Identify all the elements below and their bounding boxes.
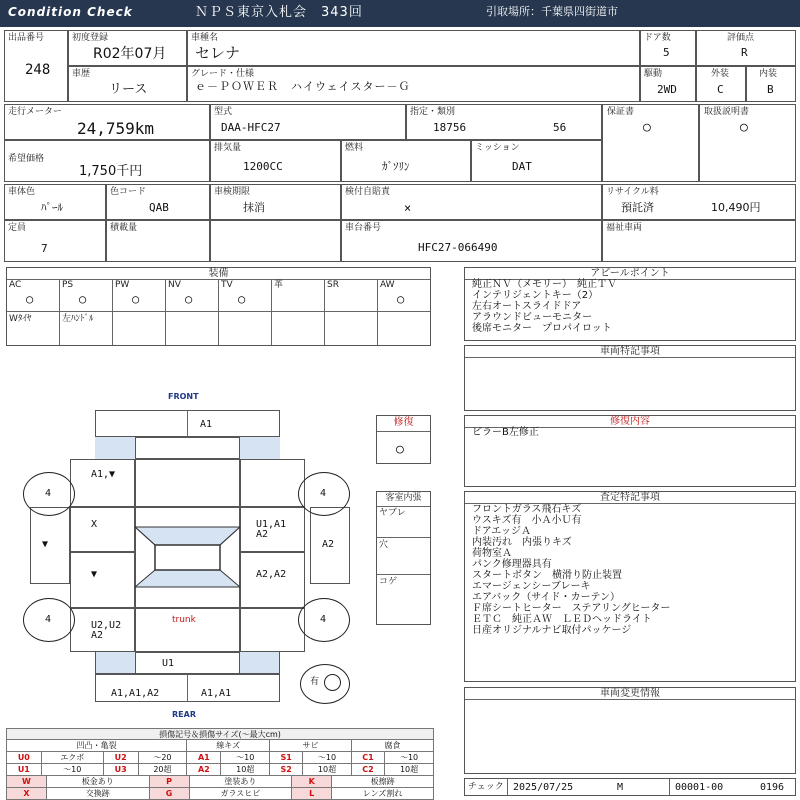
legend-code: G (149, 788, 189, 800)
special-heading: 車両特記事項 (600, 346, 660, 357)
history-label: 車歴 (72, 69, 91, 79)
exterior-value: C (717, 83, 724, 96)
appeal-heading: アピールポイント (590, 268, 670, 279)
equip-ps-label: PS (62, 280, 74, 290)
equip-pw-value: ○ (132, 292, 140, 306)
mark-front: A1 (200, 419, 213, 430)
blank-box (210, 220, 341, 262)
cabin-heading: 客室内張 (385, 493, 422, 503)
displacement-value: 1200CC (243, 160, 283, 173)
legend-text: 10超 (385, 764, 434, 776)
appeal-line: 左右オートスライドドア (472, 301, 582, 312)
footer-code: 00001-00 (675, 782, 724, 793)
doors-box (640, 30, 696, 66)
repair-box (376, 415, 431, 464)
welfare-label: 福祉車両 (606, 223, 643, 233)
chassis-value: HFC27-066490 (418, 241, 498, 254)
header-bar (0, 0, 800, 27)
note-line: 内装汚れ 内張りキズ (472, 537, 572, 548)
manual-value: ○ (740, 120, 748, 135)
note-line: エマージェンシーブレーキ (472, 581, 591, 592)
legend-text: 10超 (221, 764, 270, 776)
repair-heading: 修復 (393, 417, 414, 428)
recycle-amount: 10,490円 (711, 201, 761, 214)
repair-detail: ピラーB左修正 (472, 427, 539, 438)
special-notes-box (464, 345, 796, 411)
liability-value: × (404, 201, 412, 215)
footer-seq: 0196 (760, 782, 785, 793)
checker: M (617, 782, 624, 793)
legend-title: 損傷記号＆損傷サイズ(～最大cm) (6, 728, 434, 740)
appeal-line: 純正ＮＶ（メモリー） 純正ＴＶ (472, 279, 617, 290)
mission-label: ミッション (475, 143, 520, 153)
car-name-value: セレナ (195, 44, 241, 62)
price-label: 希望価格 (8, 154, 45, 164)
mark-fl-fender: A1,▼ (91, 469, 116, 480)
note-line: パンク修理器具有 (472, 559, 552, 570)
equip-ac-value: ○ (26, 292, 34, 306)
note-line: エアバック（サイド・カーテン） (472, 592, 620, 603)
note-line: フロントガラス飛石キズ (472, 504, 582, 515)
legend-text: 20超 (138, 764, 187, 776)
tire-rl-value: 4 (45, 614, 52, 625)
color-code-label: 色コード (110, 187, 147, 197)
cabin-burn: コゲ (379, 577, 398, 587)
fl-door (70, 507, 135, 552)
body-color-box (4, 184, 106, 220)
appeal-line: インテリジェントキー（2） (472, 290, 599, 301)
color-code-value: QAB (149, 201, 169, 214)
legend-group-rust: サビ (270, 740, 352, 752)
car-diagram (0, 380, 370, 725)
first-reg-value: R02年07月 (93, 46, 167, 62)
lot-number-label: 出品番号 (8, 33, 45, 43)
legend-text: レンズ割れ (332, 788, 434, 800)
legend-code: L (292, 788, 332, 800)
fuel-box (341, 140, 471, 182)
load-label: 積載量 (110, 223, 138, 233)
header-title: Condition Check (8, 5, 133, 19)
doors-value: 5 (663, 46, 670, 59)
equipment-table (6, 267, 431, 346)
mileage-label: 走行メーター (8, 107, 63, 117)
legend-code: A1 (187, 752, 221, 764)
legend-code: K (292, 776, 332, 788)
exterior-box (696, 66, 746, 102)
mission-value: DAT (512, 160, 532, 173)
mileage-box (4, 104, 210, 140)
body-color-label: 車体色 (8, 187, 36, 197)
fr-fender (240, 459, 305, 507)
changes-box (464, 687, 796, 774)
displacement-box (210, 140, 341, 182)
equip-aw-label: AW (380, 280, 395, 290)
tire-fr-value: 4 (320, 488, 327, 499)
equip-pw-label: PW (115, 280, 130, 290)
designation-label: 指定・類別 (410, 107, 456, 117)
note-line: 日産オリジナルナビ取付パッケージ (472, 625, 632, 636)
windshield-shade-right (240, 437, 280, 459)
lot-number: 248 (25, 62, 51, 78)
legend-text: エクボ (41, 752, 103, 764)
legend-text: ～10 (385, 752, 434, 764)
legend-code: X (7, 788, 47, 800)
mark-fr-door: U1,A1 A2 (256, 519, 287, 540)
interior-label: 内装 (759, 69, 778, 79)
load-box (106, 220, 210, 262)
note-line: 荷物室Ａ (472, 548, 512, 559)
legend-code: U3 (103, 764, 138, 776)
left-sill (30, 507, 70, 584)
repair-detail-box (464, 415, 796, 487)
spare-tire-hub (324, 674, 341, 691)
inspection-notes-box (464, 491, 796, 682)
fuel-value: ｶﾞｿﾘﾝ (382, 160, 410, 173)
rear-label: REAR (172, 710, 196, 719)
equip-sr-label: SR (327, 280, 339, 290)
manual-box (699, 104, 796, 182)
legend-code: C2 (351, 764, 384, 776)
cabin-box (376, 491, 431, 625)
legend-code: W (7, 776, 47, 788)
legend-table (6, 739, 434, 776)
car-name-label: 車種名 (191, 33, 219, 43)
rr-quarter (240, 608, 305, 652)
check-label: チェック (468, 782, 504, 792)
legend-text: ～10 (41, 764, 103, 776)
legend-text: ガラスヒビ (189, 788, 292, 800)
note-line: ドアエッジＡ (472, 526, 531, 537)
first-registration-box (68, 30, 187, 66)
appeal-line: 後席モニター プロパイロット (472, 323, 612, 334)
lot-number-box (4, 30, 68, 102)
legend-text: ～20 (138, 752, 187, 764)
rl-door (70, 552, 135, 608)
model-label: 型式 (214, 107, 233, 117)
appeal-line: アラウンドビューモニター (472, 312, 592, 323)
legend-text: ～10 (303, 752, 352, 764)
score-box (696, 30, 796, 66)
designation-box (406, 104, 602, 140)
equip-tv-label: TV (221, 280, 233, 290)
warranty-box (602, 104, 699, 182)
legend-code: S2 (270, 764, 303, 776)
recycle-status: 預託済 (621, 201, 654, 214)
equip-ps-value: ○ (79, 292, 87, 306)
legend-group-corrosion: 腐食 (351, 740, 433, 752)
fuel-label: 燃料 (345, 143, 364, 153)
cabin-tear: ヤブレ (379, 508, 406, 518)
legend-code: U1 (7, 764, 42, 776)
mark-left-sill: ▼ (42, 539, 49, 550)
note-line: Ｆ席シートヒーター ステアリングヒーター (472, 603, 671, 614)
legend-code: S1 (270, 752, 303, 764)
liability-box (341, 184, 602, 220)
equipment-heading: 装備 (208, 268, 229, 279)
hood-center (135, 459, 240, 507)
manual-label: 取扱説明書 (704, 107, 750, 117)
equip-left-handle: 左ﾊﾝﾄﾞﾙ (62, 314, 94, 324)
equip-leather-label: 革 (274, 280, 284, 290)
legend-text: ～10 (221, 752, 270, 764)
drive-label: 駆動 (644, 69, 663, 79)
repair-value: ○ (396, 442, 404, 457)
drive-box (640, 66, 696, 102)
mark-rear-bumper-l: A1,A1,A2 (111, 688, 160, 699)
inspection-box (210, 184, 341, 220)
hood (135, 437, 240, 459)
displacement-label: 排気量 (214, 143, 242, 153)
front-label: FRONT (168, 392, 199, 401)
mark-rl-quarter: U2,U2 A2 (91, 620, 122, 641)
score-label: 評価点 (727, 33, 755, 43)
capacity-label: 定員 (8, 223, 27, 233)
legend-group-scratch: 線キズ (187, 740, 270, 752)
inspection-label: 車検期限 (214, 187, 251, 197)
grade-value: ｅ－ＰＯＷＥＲ ハイウェイスター－Ｇ (195, 80, 411, 93)
capacity-value: 7 (41, 242, 48, 255)
designation-b: 56 (553, 121, 567, 134)
model-box (210, 104, 406, 140)
grade-label: グレード・仕様 (191, 69, 255, 79)
mark-fl-door: X (91, 519, 98, 530)
drive-value: 2WD (657, 83, 677, 96)
recycle-label: リサイクル料 (606, 187, 659, 197)
designation-a: 18756 (433, 121, 467, 134)
mark-rl-door: ▼ (91, 569, 98, 580)
equip-ac-label: AC (9, 280, 22, 290)
history-value: リース (109, 82, 148, 97)
legend-code: A2 (187, 764, 221, 776)
chassis-box (341, 220, 602, 262)
note-line: ＥＴＣ 純正ＡＷ ＬＥＤヘッドライト (472, 614, 652, 625)
mileage-value: 24,759km (77, 119, 155, 138)
equip-nv-value: ○ (185, 292, 193, 306)
mark-rr-door: A2,A2 (256, 569, 287, 580)
legend-code: U2 (103, 752, 138, 764)
pickup-location: 引取場所：千葉県四街道市 (486, 5, 618, 18)
welfare-box (602, 220, 796, 262)
changes-heading: 車両変更情報 (600, 688, 660, 699)
equip-wtire: Wﾀｲﾔ (9, 314, 32, 324)
rr-door (240, 552, 305, 608)
history-box (68, 66, 187, 102)
auction-title: ＮＰＳ東京入札会 343回 (195, 5, 363, 20)
car-name-box (187, 30, 640, 66)
legend-code: P (149, 776, 189, 788)
inspection-value: 抹消 (243, 201, 265, 214)
mission-box (471, 140, 602, 182)
interior-box (746, 66, 796, 102)
equip-tv-value: ○ (238, 292, 246, 306)
price-value: 1,750千円 (79, 164, 143, 179)
inspection-notes-heading: 査定特記事項 (600, 492, 660, 503)
interior-value: B (767, 83, 774, 96)
mark-rear-bumper-r: A1,A1 (201, 688, 232, 699)
mark-right-sill: A2 (322, 539, 335, 550)
capacity-box (4, 220, 106, 262)
legend-code: U0 (7, 752, 42, 764)
legend-group-dent: 凹凸・亀裂 (7, 740, 187, 752)
spare-tire-status: 有 (310, 677, 320, 687)
trunk-label: trunk (172, 615, 196, 625)
note-line: ウスキズ有 小Ａ小Ｕ有 (472, 515, 582, 526)
legend-code: C1 (351, 752, 384, 764)
body-color-value: ﾊﾟｰﾙ (41, 201, 63, 214)
color-code-box (106, 184, 210, 220)
warranty-label: 保証書 (607, 107, 635, 117)
score-value: R (741, 46, 748, 59)
tire-rr-value: 4 (320, 614, 327, 625)
legend-text: 板金あり (46, 776, 149, 788)
cabin-hole: 穴 (379, 540, 389, 550)
legend-text: 板擦跡 (332, 776, 434, 788)
cabin-glass (135, 507, 240, 608)
chassis-label: 車台番号 (345, 223, 382, 233)
liability-label: 検付自賠責 (345, 187, 391, 197)
model-value: DAA-HFC27 (221, 121, 281, 134)
appeal-box (464, 267, 796, 341)
legend-table-2 (6, 775, 434, 800)
rear-panel (95, 652, 280, 674)
legend-text: 交換跡 (46, 788, 149, 800)
price-box (4, 140, 210, 182)
equip-nv-label: NV (168, 280, 181, 290)
recycle-box (602, 184, 796, 220)
doors-label: ドア数 (644, 33, 671, 43)
check-date: 2025/07/25 (513, 782, 574, 793)
footer-check (464, 778, 796, 796)
repair-detail-heading: 修復内容 (610, 416, 650, 427)
legend-text: 10超 (303, 764, 352, 776)
equip-aw-value: ○ (397, 292, 405, 306)
warranty-value: ○ (643, 120, 651, 135)
exterior-label: 外装 (711, 69, 730, 79)
windshield-shade-left (95, 437, 135, 459)
note-line: スタートボタン 横滑り防止装置 (472, 570, 622, 581)
fl-fender (70, 459, 135, 507)
mark-rear: U1 (162, 658, 175, 669)
first-reg-label: 初度登録 (72, 33, 109, 43)
grade-box (187, 66, 640, 102)
tire-fl-value: 4 (45, 488, 52, 499)
legend-text: 塗装あり (189, 776, 292, 788)
